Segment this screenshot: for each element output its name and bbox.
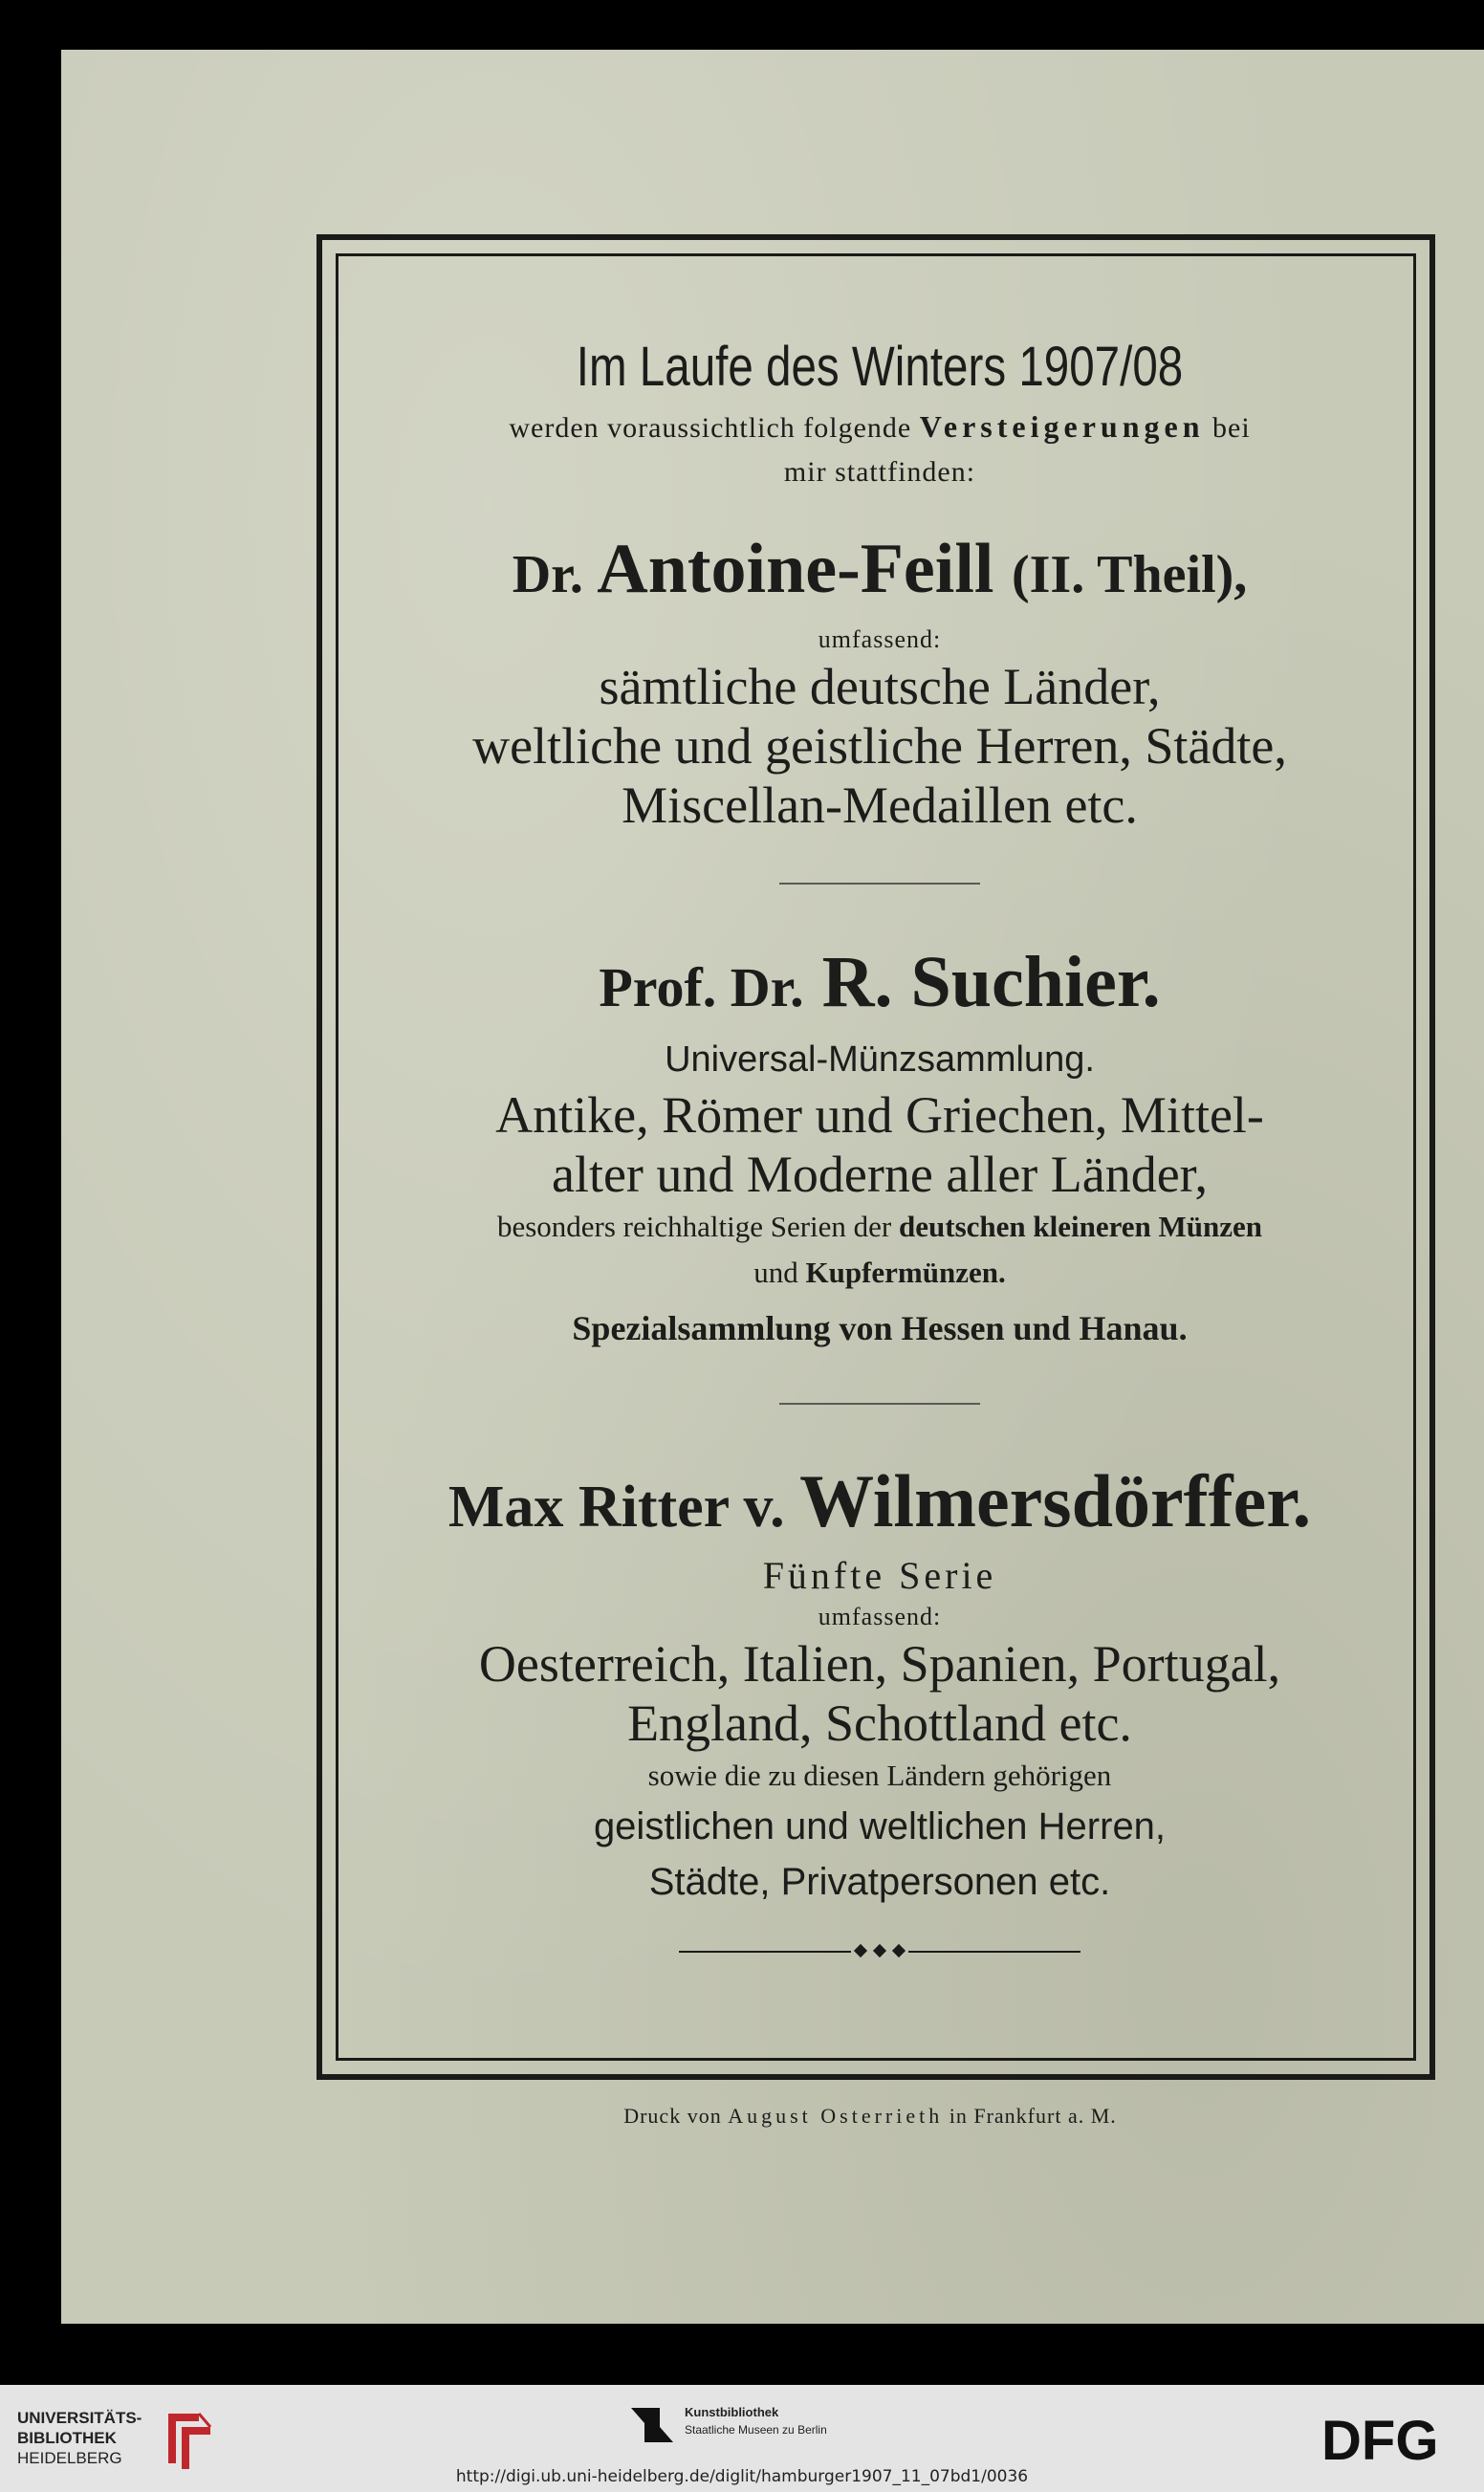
- auction1-line: Miscellan-Medaillen etc.: [622, 776, 1138, 834]
- section-divider: [779, 1403, 980, 1405]
- auction3-line: Oesterreich, Italien, Spanien, Portugal,: [478, 1635, 1281, 1693]
- viewer-footer: [0, 2385, 1484, 2492]
- auction3-sans-line: geistlichen und weltlichen Herren,: [593, 1805, 1167, 1847]
- page-content: [344, 330, 1415, 1961]
- auction1-line: weltliche und geistliche Herren, Städte,: [472, 717, 1287, 775]
- ub-heidelberg-logo[interactable]: UNIVERSITÄTS- BIBLIOTHEK HEIDELBERG: [17, 2404, 218, 2471]
- intro-line-2: mir stattfinden:: [783, 456, 976, 488]
- auction3-title: Max Ritter v. Wilmersdörffer.: [447, 1459, 1312, 1542]
- kunstbibliothek-logo[interactable]: Kunstbibliothek Staatliche Museen zu Berlin: [631, 2400, 918, 2448]
- printer-imprint: Druck von August Osterrieth in Frankfurt a. M.: [623, 2104, 1117, 2128]
- ornament-rule: [679, 1942, 1080, 1961]
- auction3-series: Fünfte Serie: [762, 1554, 997, 1597]
- auction2-detail: besonders reichhaltige Serien der deutschen kleineren Münzen: [496, 1210, 1263, 1243]
- auction3-sans-line: Städte, Privatpersonen etc.: [648, 1861, 1111, 1903]
- dfg-logo[interactable]: [1320, 2412, 1463, 2465]
- auction2-subtitle: Universal-Münzsammlung.: [665, 1039, 1095, 1080]
- kunstbibliothek-mark-icon: [631, 2406, 673, 2444]
- auction1-line: sämtliche deutsche Länder,: [599, 658, 1161, 715]
- page-heading: Im Laufe des Winters 1907/08: [576, 336, 1184, 398]
- auction1-subtitle: umfassend:: [818, 625, 942, 653]
- ub-mark-icon: [161, 2408, 218, 2471]
- auction2-special: Spezialsammlung von Hessen und Hanau.: [572, 1309, 1188, 1347]
- auction3-line: England, Schottland etc.: [627, 1694, 1132, 1752]
- auction2-line: Antike, Römer und Griechen, Mittel-: [495, 1086, 1264, 1144]
- auction3-detail: sowie die zu diesen Ländern gehörigen: [647, 1759, 1112, 1792]
- intro-line: werden voraussichtlich folgende Versteigerungen bei: [509, 409, 1251, 444]
- page-url[interactable]: http://digi.ub.uni-heidelberg.de/diglit/hamburger1907_11_07bd1/0036: [455, 2467, 1029, 2486]
- auction3-subtitle: umfassend:: [818, 1603, 942, 1630]
- section-divider: [779, 883, 980, 885]
- svg-text:DFG: DFG: [1321, 2412, 1439, 2465]
- auction2-detail-2: und Kupfermünzen.: [753, 1256, 1006, 1289]
- auction2-title: Prof. Dr. R. Suchier.: [599, 942, 1161, 1022]
- auction2-line: alter und Moderne aller Länder,: [551, 1146, 1209, 1203]
- auction1-title: Dr. Antoine-Feill (II. Theil),: [512, 530, 1248, 608]
- intro-keyword: Versteigerungen: [919, 409, 1205, 444]
